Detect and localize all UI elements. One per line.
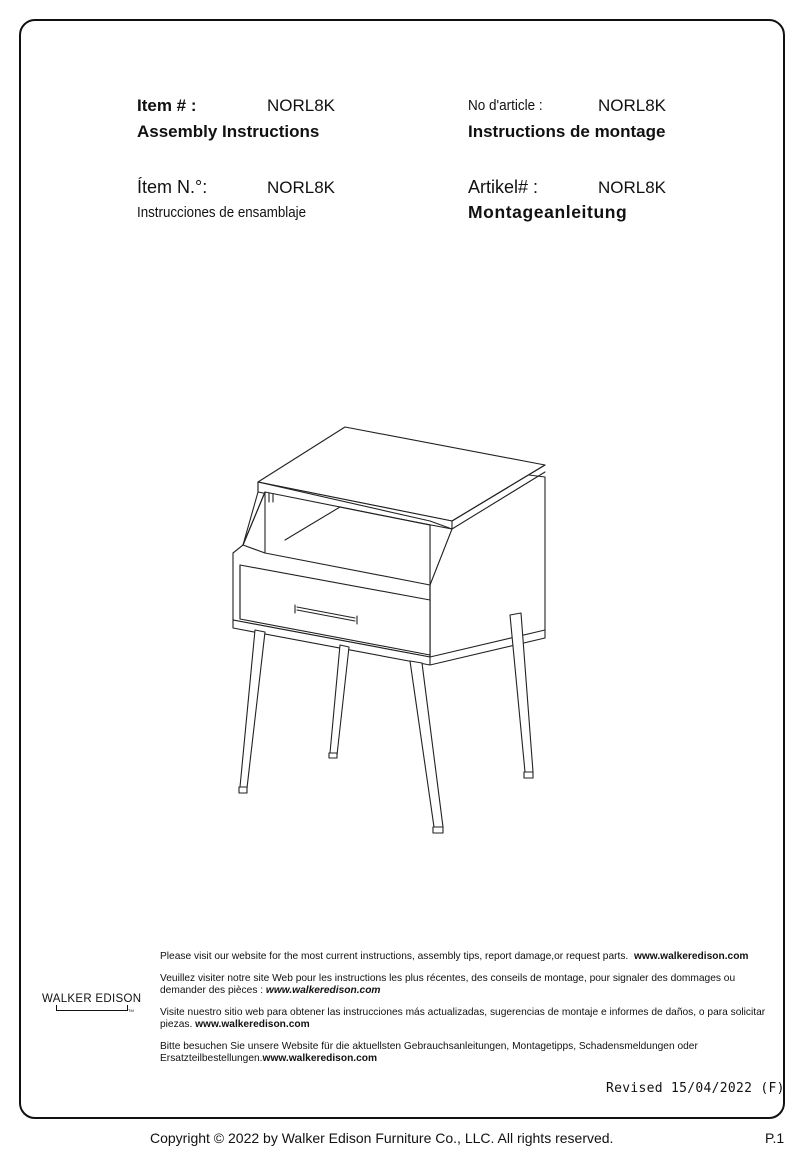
montageanleitung-title: Montageanleitung xyxy=(468,202,628,222)
leg-back-right xyxy=(510,613,533,772)
note-es-link[interactable]: www.walkeredison.com xyxy=(195,1019,310,1030)
note-fr-link[interactable]: www.walkeredison.com xyxy=(265,985,381,996)
note-es xyxy=(160,1007,766,1032)
leg-front-right xyxy=(410,661,443,827)
note-de-text: Bitte besuchen Sie unsere Website für die aktuellsten Gebrauchsanleitungen, Montagetipps, Schadensmeldungen oder Ersatzteilbestellungen. xyxy=(160,1040,698,1064)
leg-front-left xyxy=(240,630,265,788)
item-number-de: NORL8K xyxy=(598,178,667,197)
logo-tick-left xyxy=(56,1005,57,1011)
note-fr-text: Veuillez visiter notre site Web pour les instructions les plus récentes, des conseils de montage, pour signaler des dommages ou demander des pièces : xyxy=(160,972,736,996)
assembly-instructions-title: Assembly Instructions xyxy=(137,122,320,141)
item-number-en: NORL8K xyxy=(267,96,336,115)
copyright-notice: Copyright © 2022 by Walker Edison Furniture Co., LLC. All rights reserved. xyxy=(150,1130,614,1146)
note-es-text: Visite nuestro sitio web para obtener las instrucciones más actualizadas, sugerencias de montaje e informes de daños, o para solicitar piezas. xyxy=(160,1006,766,1030)
nightstand-illustration xyxy=(225,425,565,840)
note-en-link[interactable]: www.walkeredison.com xyxy=(633,951,749,962)
note-en-text: Please visit our website for the most current instructions, assembly tips, report damage,or request parts. xyxy=(160,951,629,962)
page-number: P.1 xyxy=(765,1130,785,1146)
leg-back-left xyxy=(330,645,349,755)
website-notes xyxy=(160,951,766,1075)
item-number-fr: NORL8K xyxy=(598,96,667,115)
item-number-es: NORL8K xyxy=(267,178,336,197)
note-fr xyxy=(160,973,766,998)
revision-date: Revised 15/04/2022 (F) xyxy=(606,1081,785,1096)
instrucciones-title: Instrucciones de ensamblaje xyxy=(137,205,307,221)
instructions-montage-title: Instructions de montage xyxy=(468,122,666,141)
note-en xyxy=(160,951,766,964)
logo-text: WALKER EDISON xyxy=(42,993,142,1005)
logo-underline xyxy=(56,1010,128,1011)
item-label-en: Item # : xyxy=(137,96,197,115)
item-label-es: Ítem N.°: xyxy=(137,177,208,197)
logo-tm: TM xyxy=(128,1008,134,1013)
item-label-de: Artikel# : xyxy=(468,177,539,197)
walker-edison-logo xyxy=(38,987,144,1021)
item-label-fr: No d'article : xyxy=(468,97,543,114)
note-de xyxy=(160,1041,766,1066)
note-de-link[interactable]: www.walkeredison.com xyxy=(262,1053,378,1064)
